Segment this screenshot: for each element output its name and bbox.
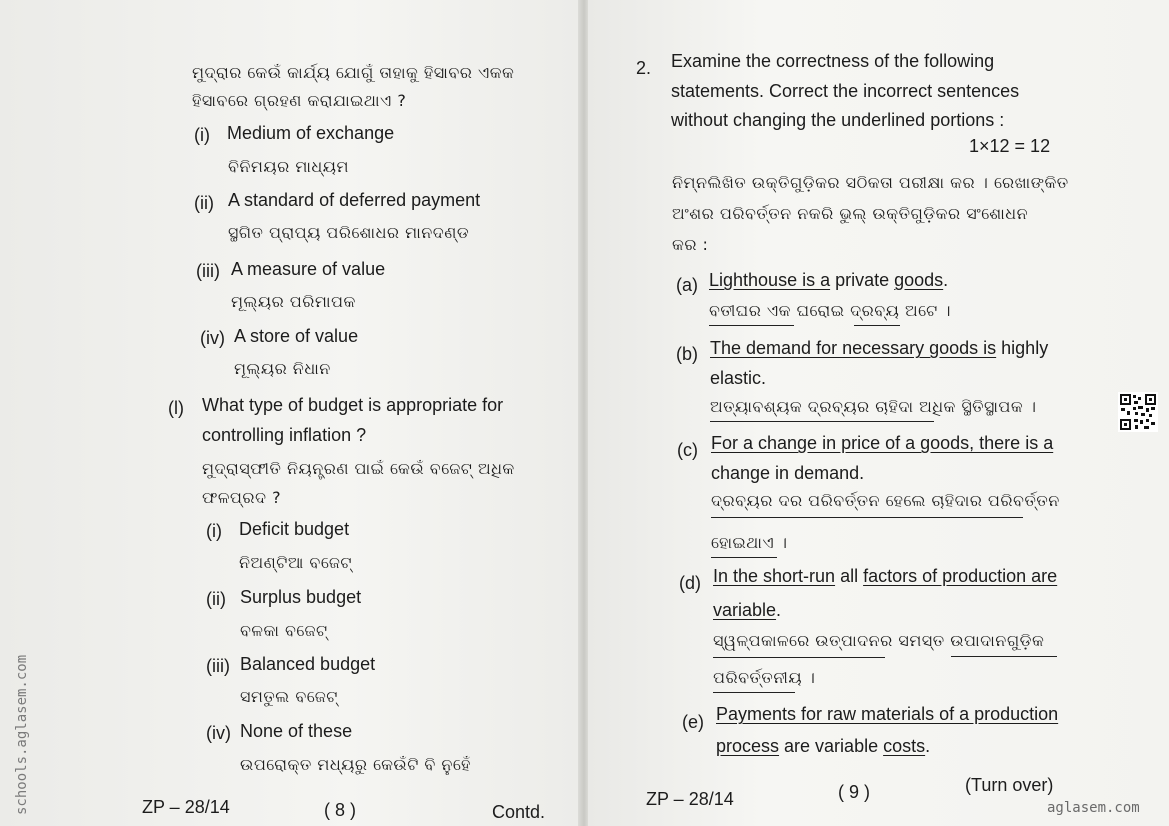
k-option-2-num: (ii)	[194, 193, 214, 213]
l-option-3-num: (iii)	[206, 656, 230, 676]
item-e-line-2: process are variable costs.	[716, 736, 931, 756]
k-option-1-en: Medium of exchange	[227, 123, 395, 143]
l-option-3-en: Balanced budget	[240, 654, 376, 674]
item-a-od-underline-1	[709, 325, 794, 326]
k-option-3-num: (iii)	[196, 261, 220, 281]
item-b-od-underline	[710, 421, 934, 422]
q2-marks: 1×12 = 12	[969, 136, 1051, 156]
item-d-od-line-1: ସ୍ୱଳ୍ପକାଳରେ ଉତ୍ପାଦନର ସମସ୍ତ ଉପାଦାନଗୁଡ଼ିକ	[713, 631, 1045, 650]
l-option-2-num: (ii)	[206, 589, 226, 609]
item-d-od-underline-3	[713, 692, 795, 693]
k-option-2-en: A standard of deferred payment	[228, 190, 481, 210]
item-d-od-underline-2	[951, 656, 1057, 657]
q2-od-line-3: କର :	[672, 235, 709, 254]
right-footer-code: ZP – 28/14	[646, 789, 734, 809]
item-e-statement: Payments for raw materials of a production	[716, 704, 1059, 724]
q2-number: 2.	[636, 58, 652, 78]
watermark-vertical: schools.aglasem.com	[14, 654, 30, 815]
l-option-4-od: ଉପରୋକ୍ତ ମଧ୍ୟରୁ କେଉଁଟି ବି ନୁହେଁ	[240, 755, 471, 774]
k-option-4-od: ମୂଲ୍ୟର ନିଧାନ	[234, 359, 331, 378]
l-option-2-od: ବଳକା ବଜେଟ୍	[240, 621, 328, 640]
q2-en-line-1: Examine the correctness of the following	[671, 51, 995, 71]
k-option-1-od: ବିନିମୟର ମାଧ୍ୟମ	[228, 157, 349, 176]
item-c-od-line-2: ହୋଇଥାଏ ।	[711, 533, 788, 552]
item-d-label: (d)	[679, 573, 701, 593]
l-option-4-en: None of these	[240, 721, 353, 741]
item-a-label: (a)	[676, 275, 698, 295]
intro-odia-line-1: ମୁଦ୍ରାର କେଉଁ କାର୍ଯ୍ୟ ଯୋଗୁଁ ତାହାକୁ ହିସାବର ଏକକ	[192, 63, 515, 82]
l-option-1-od: ନିଅଣ୍ଟିଆ ବଜେଟ୍	[239, 553, 352, 572]
left-footer-page-number: ( 8 )	[324, 800, 357, 820]
item-c-od-line-1: ଦ୍ରବ୍ୟର ଦର ପରିବର୍ତ୍ତନ ହେଲେ ଚାହିଦାର ପରିବର୍ତ୍ତନ	[711, 491, 1060, 510]
l-option-4-num: (iv)	[206, 723, 231, 743]
q-l-od-line-1: ମୁଦ୍ରାସ୍ଫୀତି ନିୟନ୍ତ୍ରଣ ପାଇଁ କେଉଁ ବଜେଟ୍ ଅଧିକ	[202, 459, 515, 478]
left-footer-code: ZP – 28/14	[142, 797, 230, 817]
item-b-line-2: elastic.	[710, 368, 767, 388]
q2-en-line-2: statements. Correct the incorrect sentences	[671, 81, 1020, 101]
item-d-statement: In the short-run all factors of production are	[713, 566, 1058, 586]
footer-site-watermark: aglasem.com	[1047, 800, 1140, 816]
item-e-label: (e)	[682, 712, 704, 732]
k-option-3-od: ମୂଲ୍ୟର ପରିମାପକ	[231, 292, 356, 311]
intro-odia-line-2: ହିସାବରେ ଗ୍ରହଣ କରାଯାଇଥାଏ ?	[192, 91, 407, 110]
k-option-2-od: ସ୍ଥଗିତ ପ୍ରାପ୍ୟ ପରିଶୋଧର ମାନଦଣ୍ଡ	[228, 223, 470, 242]
q2-od-line-1: ନିମ୍ନଲିଖିତ ଉକ୍ତିଗୁଡ଼ିକର ସଠିକତା ପରୀକ୍ଷା କର । ରେଖାଙ୍କିତ	[672, 173, 1069, 192]
right-footer-page-number: ( 9 )	[838, 782, 871, 802]
item-a-statement: Lighthouse is a private goods.	[709, 270, 949, 290]
item-c-line-2: change in demand.	[711, 463, 865, 483]
l-option-3-od: ସମତୁଲ ବଜେଟ୍	[240, 687, 338, 706]
item-c-od-underline-1	[711, 517, 1023, 518]
q-l-od-line-2: ଫଳପ୍ରଦ ?	[202, 488, 282, 507]
q-l-label: (l)	[168, 398, 184, 418]
item-c-label: (c)	[677, 440, 698, 460]
right-footer-turn-over: (Turn over)	[965, 775, 1054, 795]
k-option-1-num: (i)	[194, 125, 210, 145]
q2-en-line-3: without changing the underlined portions :	[671, 110, 1005, 130]
item-b-label: (b)	[676, 344, 698, 364]
k-option-3-en: A measure of value	[231, 259, 386, 279]
item-d-od-line-2: ପରିବର୍ତ୍ତନୀୟ ।	[713, 668, 816, 687]
q-l-en-line-1: What type of budget is appropriate for	[202, 395, 504, 415]
q2-od-line-2: ଅଂଶର ପରିବର୍ତ୍ତନ ନକରି ଭୁଲ୍ ଉକ୍ତିଗୁଡ଼ିକର ସଂଶୋଧନ	[672, 204, 1029, 223]
item-d-od-underline-1	[713, 657, 885, 658]
item-a-od-underline-2	[854, 325, 900, 326]
item-b-od: ଅତ୍ୟାବଶ୍ୟକ ଦ୍ରବ୍ୟର ଚାହିଦା ଅଧିକ ସ୍ଥିତିସ୍ଥାପକ ।	[710, 397, 1037, 416]
left-footer-contd: Contd.	[492, 802, 546, 822]
k-option-4-en: A store of value	[234, 326, 359, 346]
item-c-od-underline-2	[711, 557, 777, 558]
item-b-statement: The demand for necessary goods is highly	[710, 338, 1049, 358]
q-l-en-line-2: controlling inflation ?	[202, 425, 367, 445]
item-c-statement: For a change in price of a goods, there is a	[711, 433, 1054, 453]
l-option-1-en: Deficit budget	[239, 519, 350, 539]
item-d-line-2: variable.	[713, 600, 782, 620]
l-option-1-num: (i)	[206, 521, 222, 541]
item-a-od: ବତୀଘର ଏକ ଘରୋଇ ଦ୍ରବ୍ୟ ଅଟେ ।	[709, 301, 951, 320]
l-option-2-en: Surplus budget	[240, 587, 362, 607]
qr-code-icon	[1118, 392, 1158, 432]
k-option-4-num: (iv)	[200, 328, 225, 348]
